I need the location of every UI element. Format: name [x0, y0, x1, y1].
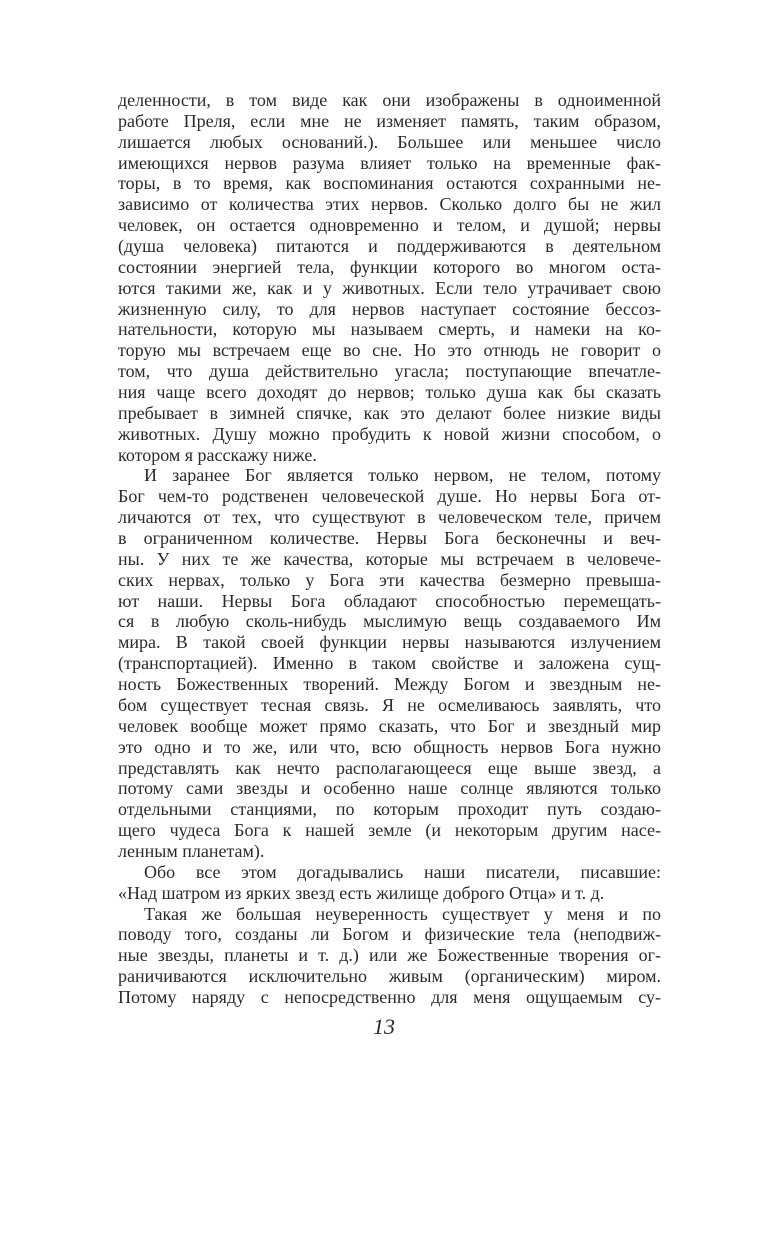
text-line: деленности, в том виде как они изображены в одноименной: [118, 90, 661, 110]
text-line: нательности, которую мы называем смерть, и намеки на ко-: [118, 319, 661, 340]
text-line: пребывает в зимней спячке, как это делают более низкие виды: [118, 402, 661, 423]
text-line: лишается любых оснований.). Большее или меньшее число: [118, 131, 661, 152]
text-line: потому сами звезды и особенно наше солнце являются только: [118, 778, 661, 799]
text-line: имеющихся нервов разума влияет только на временные фак-: [118, 152, 661, 173]
text-line: животных. Душу можно пробудить к новой жизни способом, о: [118, 423, 661, 444]
text-line: котором я расскажу ниже.: [118, 444, 317, 465]
text-line: «Над шатром из ярких звезд есть жилище доброго Отца» и т. д.: [118, 882, 605, 903]
text-line: поводу того, созданы ли Богом и физические тела (неподвиж-: [118, 924, 661, 945]
text-line: том, что душа действительно угасла; поступающие впечатле-: [118, 361, 661, 382]
text-line: человек, он остается одновременно и телом, и душой; нервы: [118, 215, 661, 236]
text-line: зависимо от количества этих нервов. Сколько долго бы не жил: [118, 194, 661, 215]
page-number: 13: [373, 1014, 395, 1039]
text-line: состоянии энергией тела, функции которого во многом оста-: [118, 256, 661, 277]
text-line: жизненную силу, то для нервов наступает состояние бессоз-: [118, 298, 661, 319]
text-line: ные звезды, планеты и т. д.) или же Божественные творения ог-: [118, 945, 661, 966]
text-line: ность Божественных творений. Между Богом и звездным не-: [118, 674, 661, 695]
text-line: работе Преля, если мне не изменяет память, таким образом,: [118, 110, 661, 131]
text-line: раничиваются исключительно живым (органическим) миром.: [118, 966, 661, 987]
text-line: ны. У них те же качества, которые мы встречаем в человече-: [118, 548, 661, 569]
text-line: ленным планетам).: [118, 840, 265, 861]
text-line: человек вообще может прямо сказать, что Бог и звездный мир: [118, 715, 661, 736]
text-line: ются такими же, как и у животных. Если тело утрачивает свою: [118, 277, 661, 298]
text-line: (душа человека) питаются и поддерживаются в деятельном: [118, 236, 661, 257]
text-line: ния чаще всего доходят до нервов; только душа как бы сказать: [118, 382, 661, 403]
text-line: Бог чем-то родственен человеческой душе. Но нервы Бога от-: [118, 486, 661, 507]
text-line: (транспортацией). Именно в таком свойстве и заложена сущ-: [118, 653, 661, 674]
text-line: Такая же большая неуверенность существует у меня и по: [144, 903, 661, 924]
text-line: представлять как нечто располагающееся еще выше звезд, а: [118, 757, 661, 778]
paragraph: [118, 904, 661, 1008]
page-body: [118, 90, 661, 1008]
text-line: отдельными станциями, по которым проходит путь создаю-: [118, 799, 661, 820]
text-line: личаются от тех, что существуют в человеческом теле, причем: [118, 507, 661, 528]
text-line: торы, в то время, как воспоминания остаются сохранными не-: [118, 173, 661, 194]
text-line: Обо все этом догадывались наши писатели, писавшие:: [144, 861, 661, 882]
text-line: это одно и то же, или что, всю общность нервов Бога нужно: [118, 736, 661, 757]
text-line: Потому наряду с непосредственно для меня ощущаемым су-: [118, 986, 661, 1007]
text-line: ских нервах, только у Бога эти качества безмерно превыша-: [118, 569, 661, 590]
text-line: бом существует тесная связь. Я не осмеливаюсь заявлять, что: [118, 694, 661, 715]
text-line: ют наши. Нервы Бога обладают способностью перемещать-: [118, 590, 661, 611]
text-line: в ограниченном количестве. Нервы Бога бесконечны и веч-: [118, 528, 661, 549]
text-line: И заранее Бог является только нервом, не телом, потому: [144, 465, 661, 486]
text-line: мира. В такой своей функции нервы называются излучением: [118, 632, 661, 653]
paragraph: [118, 465, 661, 861]
text-line: ся в любую сколь-нибудь мыслимую вещь создаваемого Им: [118, 611, 661, 632]
paragraph: [118, 90, 661, 465]
paragraph: [118, 862, 661, 904]
text-line: щего чудеса Бога к нашей земле (и некоторым другим насе-: [118, 820, 661, 841]
text-line: торую мы встречаем еще во сне. Но это отнюдь не говорит о: [118, 340, 661, 361]
